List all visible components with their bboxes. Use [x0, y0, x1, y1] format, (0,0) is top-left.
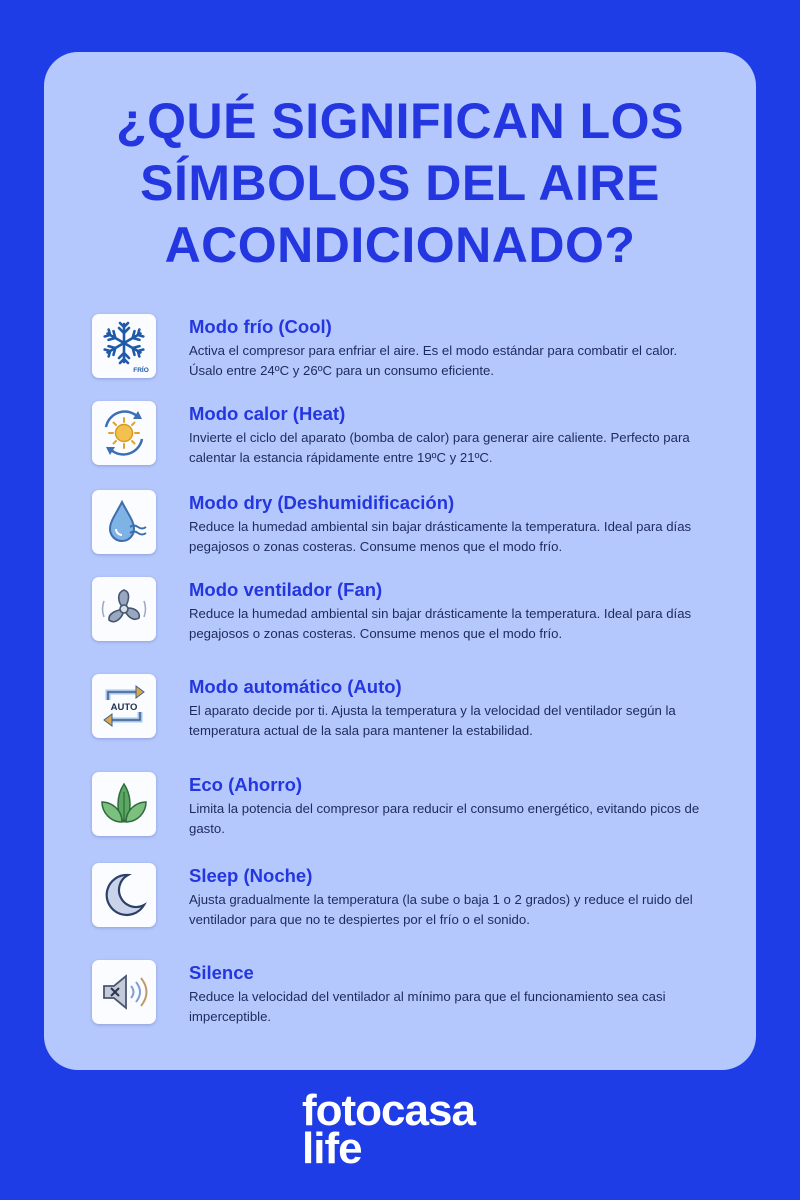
snowflake-icon [92, 314, 156, 378]
moon-icon [92, 863, 156, 927]
item-description: Reduce la velocidad del ventilador al mínimo para que el funcionamiento sea casi imperceptible. [189, 989, 666, 1024]
item-description: Ajusta gradualmente la temperatura (la sube o baja 1 o 2 grados) y reduce el ruido del ventilador para que no te despiertes por el frío o el sonido. [189, 892, 693, 927]
title-line-2: SÍMBOLOS DEL AIRE [140, 155, 660, 211]
page-title [0, 90, 800, 276]
water-drop-icon [92, 490, 156, 554]
brand-logo [302, 1086, 475, 1173]
fan-icon [92, 577, 156, 641]
item-description: Reduce la humedad ambiental sin bajar drásticamente la temperatura. Ideal para días pegajosos o zonas costeras. Consume menos que el modo frío. [189, 519, 692, 554]
title-line-1: ¿QUÉ SIGNIFICAN LOS [116, 93, 684, 149]
item-description: Limita la potencia del compresor para reducir el consumo energético, evitando picos de gasto. [189, 801, 700, 836]
item-title: Modo ventilador (Fan) [189, 579, 383, 600]
auto-cycle-icon [92, 674, 156, 738]
item-title: Modo frío (Cool) [189, 316, 332, 337]
snowflake-icon-label: FRÍO [133, 367, 149, 374]
logo-line-2: life [302, 1124, 362, 1173]
item-description: El aparato decide por ti. Ajusta la temperatura y la velocidad del ventilador según la temperatura actual de la sala para mantener la estabilidad. [189, 703, 676, 738]
item-description: Invierte el ciclo del aparato (bomba de calor) para generar aire caliente. Perfecto para calentar la estancia rápidamente entre 19ºC y 21ºC. [189, 430, 690, 465]
item-description: Reduce la humedad ambiental sin bajar drásticamente la temperatura. Ideal para días pegajosos o zonas costeras. Consume menos que el modo frío. [189, 606, 692, 641]
item-title: Modo automático (Auto) [189, 676, 402, 697]
speaker-mute-icon [92, 960, 156, 1024]
item-title: Silence [189, 962, 254, 983]
sun-cycle-icon [92, 401, 156, 465]
leaves-icon [92, 772, 156, 836]
item-title: Modo dry (Deshumidificación) [189, 492, 455, 513]
item-title: Sleep (Noche) [189, 865, 313, 886]
title-line-3: ACONDICIONADO? [164, 217, 636, 273]
logo-line-1: fotocasa [302, 1086, 475, 1135]
item-title: Modo calor (Heat) [189, 403, 346, 424]
item-title: Eco (Ahorro) [189, 774, 303, 795]
auto-icon-label: AUTO [110, 702, 138, 713]
item-description: Activa el compresor para enfriar el aire. Es el modo estándar para combatir el calor. Úsalo entre 24ºC y 26ºC para un consumo eficiente. [189, 343, 678, 378]
